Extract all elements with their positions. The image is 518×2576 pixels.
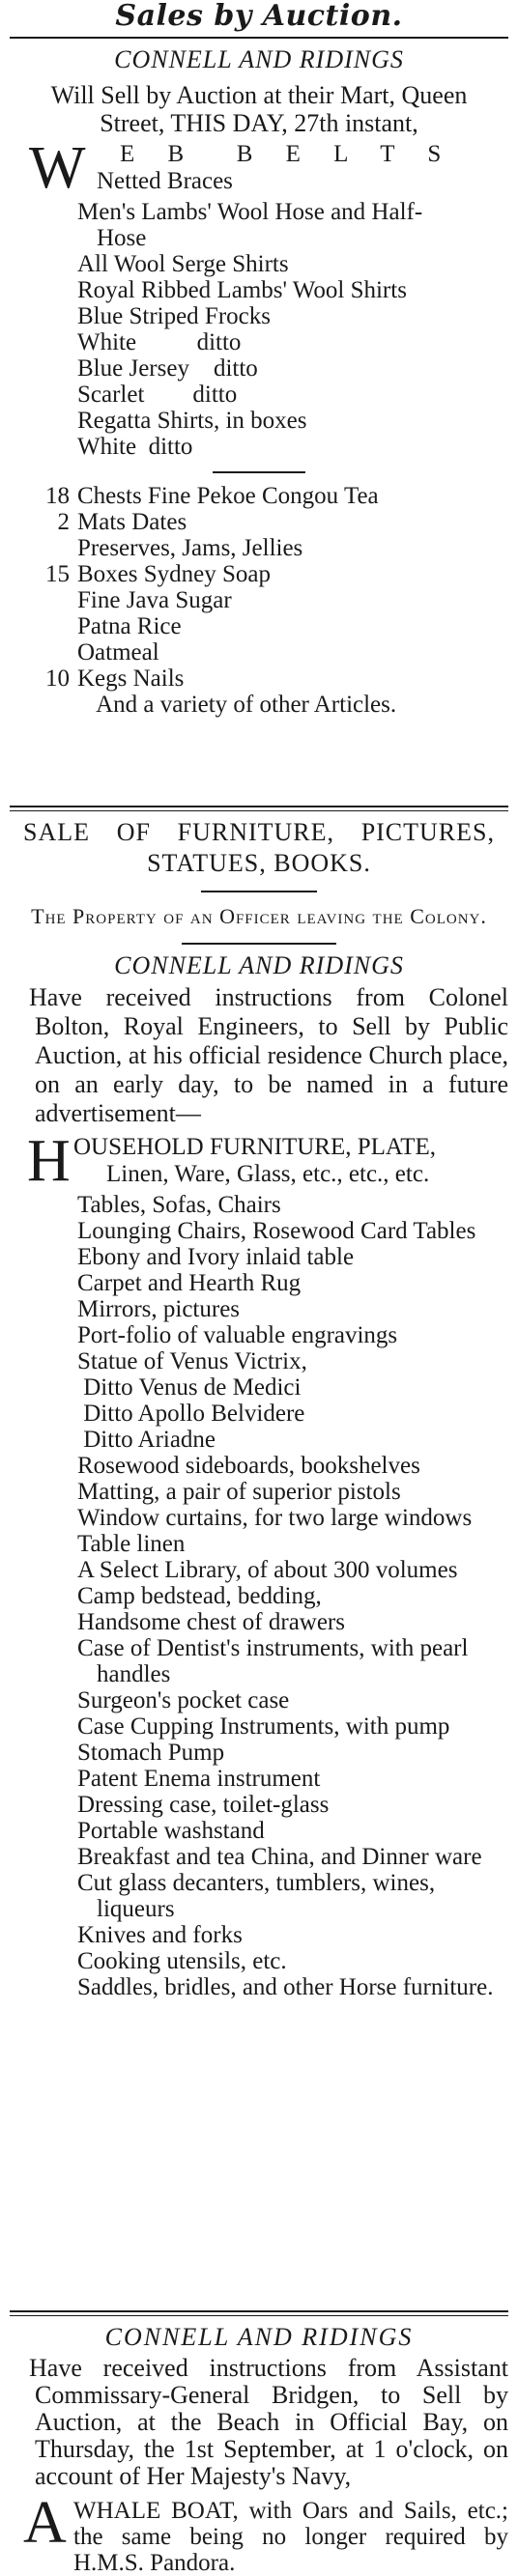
list-item — [0, 483, 518, 509]
list-item: Regatta Shirts, in boxes — [77, 408, 307, 434]
list-item: Portable washstand — [77, 1818, 265, 1844]
list-item: Rosewood sideboards, bookshelves — [77, 1453, 420, 1479]
dropcap-block — [0, 135, 518, 201]
auctioneer-name: CONNELL AND RIDINGS — [114, 45, 404, 73]
list-item: Scarlet ditto — [77, 382, 238, 408]
ad-intro: Have received instructions from Assistant Commissary-General Bridgen, to Sell by Auction, at the Beach in Official Bay, on Thursday, the 1st September, at 1 o'clock, on account of Her Majesty's Navy, — [29, 2354, 508, 2490]
quantity: 18 — [45, 483, 70, 509]
ad-separator — [10, 806, 508, 811]
short-divider — [182, 943, 336, 945]
list-item — [0, 535, 518, 561]
sale-heading: SALE OF FURNITURE, PICTURES, STATUES, BOOKS. — [23, 818, 495, 877]
drop-capital: A — [23, 2490, 67, 2556]
list-item: Mirrors, pictures — [77, 1296, 241, 1322]
list-item — [0, 665, 518, 692]
quantity: 2 — [57, 509, 70, 535]
list-item: Dressing case, toilet-glass — [77, 1792, 330, 1818]
item-name: Mats Dates — [77, 509, 187, 535]
list-item: Surgeon's pocket case — [77, 1687, 290, 1713]
first-item-line: OUSEHOLD FURNITURE, PLATE, — [73, 1134, 436, 1160]
ad-separator — [10, 2310, 508, 2316]
list-item: White ditto — [77, 434, 193, 460]
masthead-rule — [10, 37, 508, 39]
quantity — [0, 587, 77, 613]
list-item: Ditto Ariadne — [77, 1427, 216, 1453]
item-name: Oatmeal — [77, 639, 159, 665]
list-item: Saddles, bridles, and other Horse furniture. — [77, 1974, 494, 2000]
drop-capital: H — [27, 1128, 71, 1194]
list-item: Tables, Sofas, Chairs — [77, 1192, 281, 1218]
item-name: Kegs Nails — [77, 665, 185, 692]
auctioneer-name: CONNELL AND RIDINGS — [104, 2323, 414, 2351]
item-name: And a variety of other Articles. — [85, 692, 397, 718]
list-item: A Select Library, of about 300 volumes — [77, 1557, 458, 1583]
dropcap-block — [0, 2490, 518, 2576]
list-item: Patent Enema instrument — [77, 1766, 321, 1792]
quantity — [0, 639, 77, 665]
list-item: Cooking utensils, etc. — [77, 1948, 287, 1974]
list-item: Case of Dentist's instruments, with pearl handles — [77, 1635, 469, 1687]
ad-intro: Have received instructions from Colonel Bolton, Royal Engineers, to Sell by Public Auction, at his official residence Church place, on an early day, to be named in a future advertisement— — [29, 983, 508, 1127]
list-item — [0, 613, 518, 639]
auctioneer-name: CONNELL AND RIDINGS — [114, 951, 404, 979]
wrapped-item-list — [0, 1635, 518, 2000]
quantity — [0, 535, 77, 561]
ad-intro: Will Sell by Auction at their Mart, Queen Street, THIS DAY, 27th instant, — [50, 81, 468, 137]
section-masthead: Sales by Auction. — [115, 0, 403, 33]
quantity — [0, 692, 77, 718]
item-name: Preserves, Jams, Jellies — [77, 535, 303, 561]
list-item: Royal Ribbed Lambs' Wool Shirts — [77, 277, 407, 303]
list-item — [0, 587, 518, 613]
list-item: Breakfast and tea China, and Dinner ware — [77, 1844, 482, 1870]
list-item: Blue Striped Frocks — [77, 303, 271, 329]
advertisement-1 — [0, 42, 518, 718]
item-name: Patna Rice — [77, 613, 182, 639]
item-list — [0, 1192, 518, 1635]
sale-subheading: The Property of an Officer leaving the Colony. — [31, 904, 487, 928]
list-item: Statue of Venus Victrix, — [77, 1348, 307, 1374]
list-item — [0, 509, 518, 535]
list-item: Cut glass decanters, tumblers, wines, liqueurs — [77, 1870, 436, 1922]
short-divider — [213, 471, 305, 473]
item-list — [0, 199, 518, 460]
list-item: Table linen — [77, 1531, 186, 1557]
list-item: All Wool Serge Shirts — [77, 251, 289, 277]
list-item: Carpet and Hearth Rug — [77, 1270, 302, 1296]
quantity: 10 — [45, 665, 70, 692]
list-item: Ebony and Ivory inlaid table — [77, 1244, 355, 1270]
list-item: Port-folio of valuable engravings — [77, 1322, 398, 1348]
item-name: Fine Java Sugar — [77, 587, 232, 613]
short-divider — [201, 891, 317, 892]
list-item: Netted Braces — [97, 168, 233, 194]
list-item: Ditto Apollo Belvidere — [77, 1401, 305, 1427]
list-item: Knives and forks — [77, 1922, 243, 1948]
list-item: Window curtains, for two large windows — [77, 1505, 473, 1531]
quantity: 15 — [45, 561, 70, 587]
list-item: Lounging Chairs, Rosewood Card Tables — [77, 1218, 476, 1244]
quantity-list — [0, 483, 518, 718]
list-item: Case Cupping Instruments, with pump — [77, 1713, 450, 1740]
dropcap-block — [0, 1128, 518, 1194]
second-item-line: Linen, Ware, Glass, etc., etc., etc. — [106, 1161, 430, 1187]
list-item — [0, 639, 518, 665]
list-item: Handsome chest of drawers — [77, 1609, 345, 1635]
list-item: Ditto Venus de Medici — [77, 1374, 302, 1401]
first-item-line: E B B E L T S — [120, 141, 455, 167]
ad-body: WHALE BOAT, with Oars and Sails, etc.; the same being no longer required by H.M.S. Pandora. — [73, 2498, 508, 2576]
drop-capital: W — [29, 135, 86, 201]
advertisement-2 — [0, 817, 518, 2000]
quantity — [0, 613, 77, 639]
list-item: Blue Jersey ditto — [77, 355, 258, 382]
list-item: Men's Lambs' Wool Hose and Half- — [77, 199, 423, 225]
item-name: Chests Fine Pekoe Congou Tea — [77, 483, 379, 509]
list-item: Matting, a pair of superior pistols — [77, 1479, 401, 1505]
list-item — [0, 692, 518, 718]
list-item: White ditto — [77, 329, 242, 355]
list-item: Camp bedstead, bedding, — [77, 1583, 322, 1609]
advertisement-3 — [0, 2320, 518, 2576]
item-name: Boxes Sydney Soap — [77, 561, 271, 587]
list-item — [0, 561, 518, 587]
list-item: Hose — [97, 225, 147, 251]
list-item: Stomach Pump — [77, 1740, 225, 1766]
